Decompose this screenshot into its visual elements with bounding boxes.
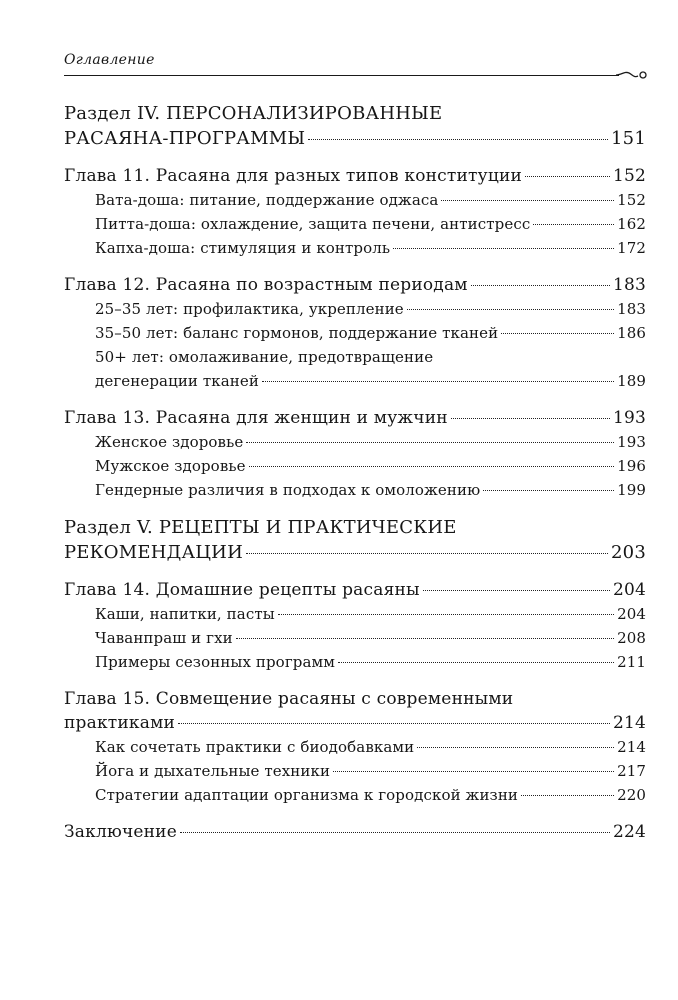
toc-entry-section[interactable]	[64, 515, 646, 565]
toc-entry-page: 217	[617, 762, 646, 780]
header-rule	[64, 75, 619, 76]
toc-entry-subsection[interactable]	[64, 321, 646, 345]
toc-entry-page: 152	[612, 166, 646, 186]
toc-entry-subsection[interactable]	[64, 345, 646, 393]
toc-chapter-13	[64, 406, 646, 502]
toc-entry-title: 25–35 лет: профилактика, укрепление	[95, 300, 404, 318]
toc-entry-subsection[interactable]	[64, 602, 646, 626]
toc-entry-page: 193	[617, 433, 646, 451]
toc-entry-page: 214	[617, 738, 646, 756]
dot-leader	[178, 723, 610, 724]
dot-leader	[441, 200, 614, 201]
toc-section-v	[64, 515, 646, 565]
dot-leader	[483, 490, 614, 491]
toc-entry-title-line2: практиками	[64, 713, 176, 733]
toc-entry-page: 214	[612, 713, 646, 733]
dot-leader	[451, 418, 610, 419]
toc-entry-page: 211	[617, 653, 646, 671]
toc-entry-page: 196	[617, 457, 646, 475]
dot-leader	[333, 771, 614, 772]
toc-entry-page: 151	[611, 128, 646, 149]
toc-entry-page: 189	[617, 372, 646, 390]
toc-entry-page: 220	[617, 786, 646, 804]
toc-entry-title-line1: 50+ лет: омолаживание, предотвращение	[95, 348, 434, 366]
toc-entry-title: Стратегии адаптации организма к городской жизни	[95, 786, 519, 804]
toc-entry-page: 162	[617, 215, 646, 233]
dot-leader	[236, 638, 614, 639]
toc-entry-subsection[interactable]	[64, 783, 646, 807]
toc-entry-title: Вата-доша: питание, поддержание оджаса	[95, 191, 439, 209]
toc-entry-section[interactable]	[64, 101, 646, 151]
toc-entry-subsection[interactable]	[64, 735, 646, 759]
toc-entry-subsection[interactable]	[64, 297, 646, 321]
toc-chapter-15	[64, 687, 646, 807]
dot-leader	[262, 381, 614, 382]
toc-entry-subsection[interactable]	[64, 188, 646, 212]
toc-entry-title: Глава 13. Расаяна для женщин и мужчин	[64, 408, 448, 428]
toc-entry-chapter[interactable]	[64, 687, 646, 735]
toc-entry-title-line1: Раздел IV. ПЕРСОНАЛИЗИРОВАННЫЕ	[64, 103, 443, 124]
dot-leader	[533, 224, 614, 225]
toc-entry-chapter[interactable]	[64, 578, 646, 602]
toc-entry-title: Капха-доша: стимуляция и контроль	[95, 239, 391, 257]
toc-entry-subsection[interactable]	[64, 454, 646, 478]
toc-entry-title-line2: дегенерации тканей	[95, 372, 259, 390]
dot-leader	[246, 442, 614, 443]
toc-entry-page: 183	[612, 275, 646, 295]
toc-entry-title: Каши, напитки, пасты	[95, 605, 275, 623]
dot-leader	[180, 832, 610, 833]
toc-entry-page: 204	[617, 605, 646, 623]
toc-entry-title-line1: Раздел V. РЕЦЕПТЫ И ПРАКТИЧЕСКИЕ	[64, 517, 457, 538]
toc-section-iv	[64, 101, 646, 151]
toc-entry-subsection[interactable]	[64, 759, 646, 783]
dot-leader	[249, 466, 614, 467]
toc-entry-chapter[interactable]	[64, 273, 646, 297]
toc-entry-title: Глава 14. Домашние рецепты расаяны	[64, 580, 420, 600]
toc-entry-title: 35–50 лет: баланс гормонов, поддержание тканей	[95, 324, 499, 342]
dot-leader	[393, 248, 614, 249]
toc-entry-chapter[interactable]	[64, 164, 646, 188]
dot-leader	[278, 614, 614, 615]
toc-entry-title: Питта-доша: охлаждение, защита печени, антистресс	[95, 215, 531, 233]
dot-leader	[338, 662, 614, 663]
toc-entry-subsection[interactable]	[64, 430, 646, 454]
toc-entry-subsection[interactable]	[64, 478, 646, 502]
running-header-title: Оглавление	[64, 52, 155, 68]
toc-entry-title: Глава 12. Расаяна по возрастным периодам	[64, 275, 468, 295]
toc-chapter-12	[64, 273, 646, 393]
dot-leader	[246, 553, 608, 554]
toc-entry-page: 193	[612, 408, 646, 428]
toc-chapter-14	[64, 578, 646, 674]
toc-entry-title: Чаванпраш и гхи	[95, 629, 233, 647]
toc-entry-page: 152	[617, 191, 646, 209]
toc-entry-title: Гендерные различия в подходах к омоложению	[95, 481, 481, 499]
toc-entry-page: 186	[617, 324, 646, 342]
dot-leader	[407, 309, 614, 310]
toc-entry-page: 172	[617, 239, 646, 257]
running-header	[64, 52, 646, 82]
dot-leader	[501, 333, 614, 334]
dot-leader	[525, 176, 610, 177]
toc-entry-page: 199	[617, 481, 646, 499]
dot-leader	[308, 139, 608, 140]
toc-entry-page: 208	[617, 629, 646, 647]
toc-entry-subsection[interactable]	[64, 626, 646, 650]
dot-leader	[521, 795, 614, 796]
toc-entry-subsection[interactable]	[64, 212, 646, 236]
toc-entry-subsection[interactable]	[64, 236, 646, 260]
toc-entry-title: Примеры сезонных программ	[95, 653, 336, 671]
toc-entry-title: Мужское здоровье	[95, 457, 246, 475]
toc-entry-title-line2: РАСАЯНА-ПРОГРАММЫ	[64, 128, 306, 149]
toc-conclusion	[64, 820, 646, 844]
dot-leader	[417, 747, 614, 748]
toc-entry-chapter[interactable]	[64, 406, 646, 430]
toc-entry-page: 224	[612, 822, 646, 842]
toc-entry-title: Заключение	[64, 822, 177, 842]
toc-entry-title: Глава 11. Расаяна для разных типов конституции	[64, 166, 523, 186]
toc-entry-page: 203	[611, 542, 646, 563]
toc-chapter-11	[64, 164, 646, 260]
toc-entry-chapter[interactable]	[64, 820, 646, 844]
toc-entry-title: Йога и дыхательные техники	[95, 762, 331, 780]
toc-entry-page: 204	[612, 580, 646, 600]
table-of-contents	[64, 101, 646, 844]
toc-entry-page: 183	[617, 300, 646, 318]
toc-entry-title-line2: РЕКОМЕНДАЦИИ	[64, 542, 243, 563]
toc-entry-title: Женское здоровье	[95, 433, 244, 451]
toc-entry-title: Как сочетать практики с биодобавками	[95, 738, 415, 756]
toc-entry-subsection[interactable]	[64, 650, 646, 674]
dot-leader	[423, 590, 610, 591]
toc-entry-title-line1: Глава 15. Совмещение расаяны с современными	[64, 689, 514, 709]
header-ornament-icon	[616, 68, 648, 82]
dot-leader	[471, 285, 610, 286]
